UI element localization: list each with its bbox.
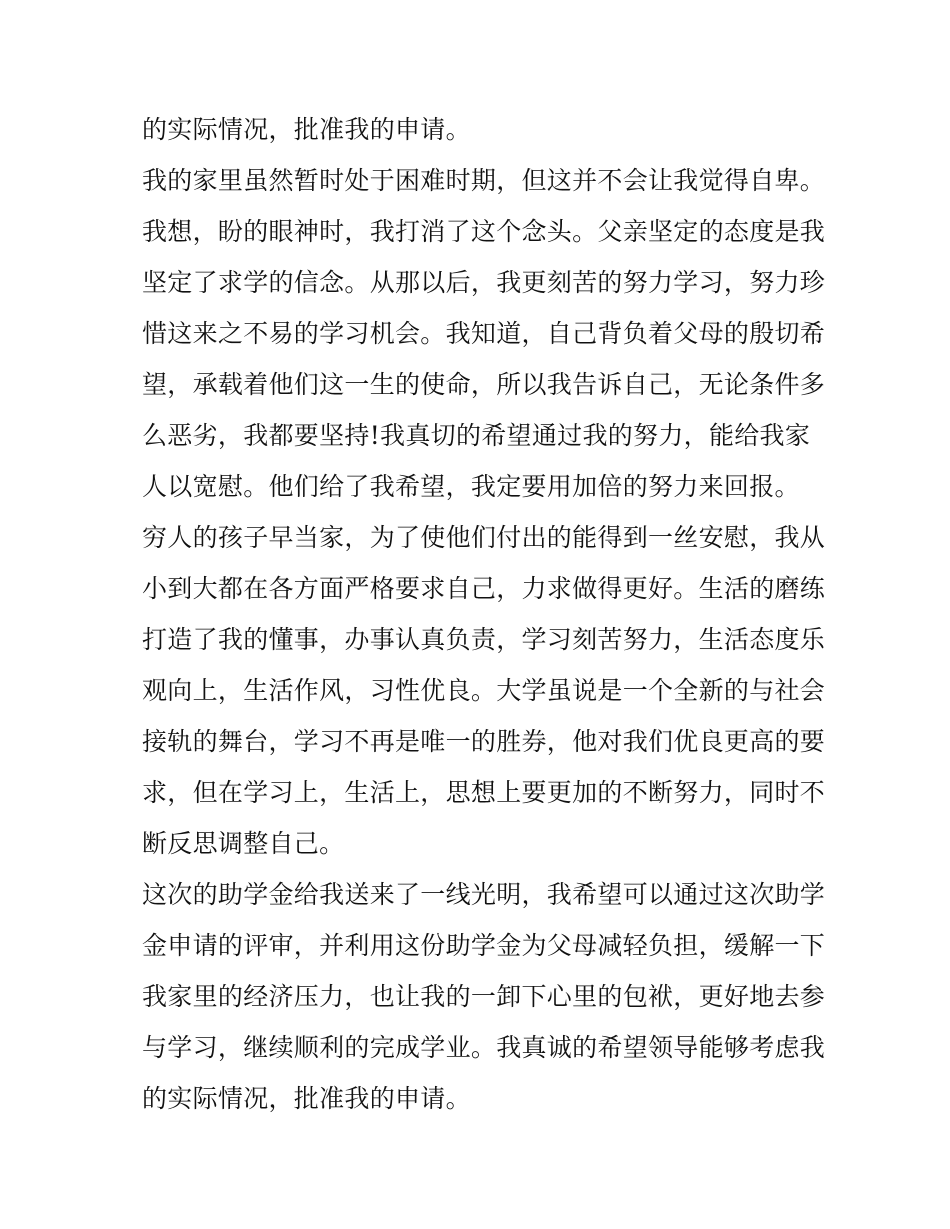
text-line: 穷人的孩子早当家，为了使他们付出的能得到一丝安慰，我从 — [142, 523, 826, 552]
text-line: 与学习，继续顺利的完成学业。我真诚的希望领导能够考虑我 — [142, 1033, 826, 1062]
text-line: 的实际情况，批准我的申请。 — [142, 1084, 471, 1113]
text-line: 观向上，生活作风，习性优良。大学虽说是一个全新的与社会 — [142, 676, 826, 705]
text-line: 么恶劣，我都要坚持!我真切的希望通过我的努力，能给我家 — [142, 421, 811, 450]
text-line: 金申请的评审，并利用这份助学金为父母减轻负担，缓解一下 — [142, 931, 826, 960]
text-line: 断反思调整自己。 — [142, 829, 345, 858]
text-line: 小到大都在各方面严格要求自己，力求做得更好。生活的磨练 — [142, 574, 826, 603]
text-line: 打造了我的懂事，办事认真负责，学习刻苦努力，生活态度乐 — [142, 625, 826, 654]
text-line: 坚定了求学的信念。从那以后，我更刻苦的努力学习，努力珍 — [142, 268, 826, 297]
text-line: 的实际情况，批准我的申请。 — [142, 115, 471, 144]
text-line: 这次的助学金给我送来了一线光明，我希望可以通过这次助学 — [142, 880, 826, 909]
text-line: 我家里的经济压力，也让我的一卸下心里的包袱，更好地去参 — [142, 982, 826, 1011]
text-line: 惜这来之不易的学习机会。我知道，自己背负着父母的殷切希 — [142, 319, 826, 348]
text-line: 望，承载着他们这一生的使命，所以我告诉自己，无论条件多 — [142, 370, 826, 399]
text-line: 接轨的舞台，学习不再是唯一的胜券，他对我们优良更高的要 — [142, 727, 826, 756]
text-line: 人以宽慰。他们给了我希望，我定要用加倍的努力来回报。 — [142, 472, 800, 501]
text-line: 我的家里虽然暂时处于困难时期，但这并不会让我觉得自卑。 — [142, 166, 826, 195]
text-line: 我想，盼的眼神时，我打消了这个念头。父亲坚定的态度是我 — [142, 217, 826, 246]
text-line: 求，但在学习上，生活上，思想上要更加的不断努力，同时不 — [142, 778, 826, 807]
body-text — [142, 104, 826, 1124]
